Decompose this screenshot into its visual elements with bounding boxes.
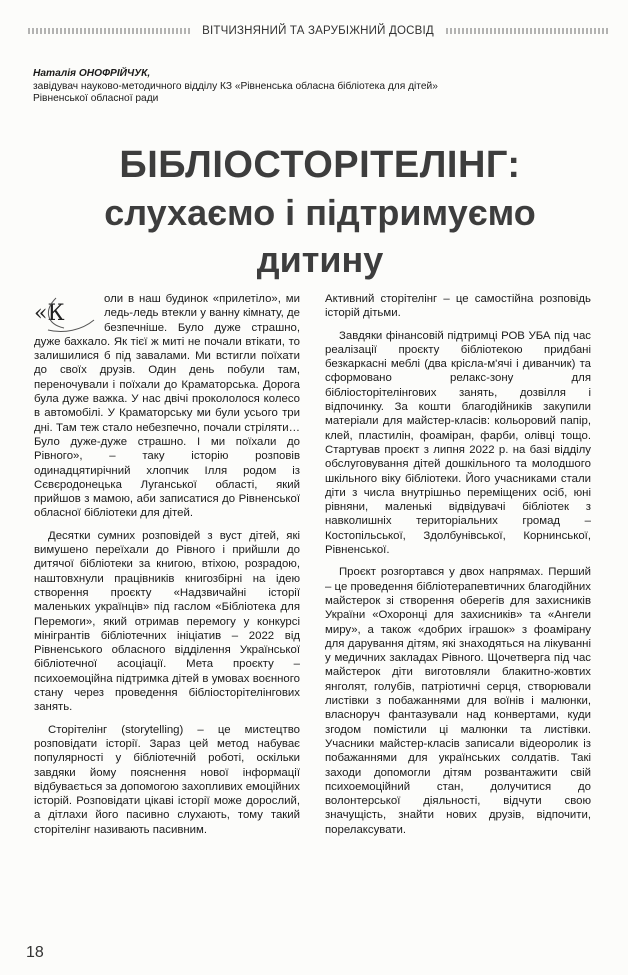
title-line-1: БІБЛІОСТОРІТЕЛІНГ: bbox=[119, 144, 521, 186]
left-paragraph-1 bbox=[34, 292, 300, 521]
section-title: ВІТЧИЗНЯНИЙ ТА ЗАРУБІЖНИЙ ДОСВІД bbox=[202, 25, 434, 37]
dropcap bbox=[34, 290, 104, 334]
title-line-3: дитину bbox=[256, 239, 384, 280]
dropcap-letter: «К bbox=[34, 301, 65, 326]
header-divider-left bbox=[28, 28, 190, 34]
header-divider-right bbox=[446, 28, 608, 34]
author-block bbox=[33, 68, 593, 106]
left-paragraph-3: Сторітелінг (storytelling) – це мистецтво розповідати історії. Зараз цей метод набуває популярності у бібліотечній роботі, оскільки завдяки йому пояснення нової інформації відбувається за допомогою захопливих емоційних історій. Розповідати цікаві історії може дорослий, а дітлахи його пасивно слухають, тому такий сторітелінг називають пасивним. bbox=[34, 723, 300, 836]
left-paragraph-2: Десятки сумних розповідей з вуст дітей, які вимушено переїхали до Рівного і прийшли до дитячої бібліотеки за книгою, втіхою, розрадою, наштовхнули працівників книгозбірні на ідею створення проєкту «Надзвичайні історії маленьких українців» під гаслом «Бібліотека для Перемоги», який отримав перемогу у конкурсі мінігрантів бібліотечних ініціатив – 2022 від Рівненського обласного відділення Української бібліотечної асоціації. Мета проєкту – психоемоційна підтримка дітей в умовах воєнного стану через проведення бібліосторітелінгових занять. bbox=[34, 529, 300, 714]
right-column bbox=[325, 292, 591, 845]
right-paragraph-2: Завдяки фінансовій підтримці РОВ УБА під час реалізації проєкту бібліотекою придбані безкаркасні меблі (два крісла-м'ячі і диванчик) та сформовано релакс-зону для бібліосторітелінгових занять, дозвілля і відпочинку. За кошти благодійників закупили матеріали для майстер-класів: кольоровий папір, клей, пластилін, фоаміран, фарби, олівці тощо. Стартував проєкт з липня 2022 р. на базі відділу обслуговування дітей дошкільного та молодшого шкільного віку бібліотеки. Його учасниками стали діти з числа внутрішньо переміщених осіб, юні рівняни, маленькі відвідувачі бібліотек з навколишніх територіальних громад – Костопільської, Здолбунівської, Корнинської, Рівненської. bbox=[325, 329, 591, 557]
right-paragraph-3: Проєкт розгортався у двох напрямах. Перший – це проведення бібліотерапевтичних благодійних майстерок зі створення оберегів для захисників України «Охоронці для захисників» та «Ангели миру», а також «добрих іграшок» з фоамірану для дарування дітям, які знаходяться на лікуванні у медичних закладах Рівного. Щочетверга під час майстерок діти виготовляли блакитно-жовтих янголят, голубів, патріотичні серця, створювали листівки з побажаннями для воїнів і малюнки, власноруч фантазували над конвертами, куди згодом помістили ці малюнки та листівки. Учасники майстер-класів записали відеоролик із побажаннями для українських солдатів. Такі заходи допомогли дітям розвантажити свій психоемоційний стан, долучитися до волонтерської діяльності, відчути свою значущість, знайти нових друзів, відпочити, порелаксувати. bbox=[325, 566, 591, 836]
author-position-line1: завідувач науково-методичного відділу КЗ «Рівненська обласна бібліотека для дітей» bbox=[33, 80, 438, 92]
author-position-line2: Рівненської обласної ради bbox=[33, 93, 159, 104]
left-column bbox=[34, 292, 300, 845]
left-paragraph-1-text: оли в наш будинок «прилетіло», ми ледь-ледь втекли у ванну кімнату, де безпечніше. Було дуже страшно, дуже бахкало. Як тієї ж миті не почали втікати, то залишилися б під завалами. Ми встигли поїхати до своїх друзів. Один день побули там, переночували і поїхали до Краматорська. Дорога була дуже важка. У нас двічі прокололося колесо в автомобілі. У Краматорську ми були усього три дні. Там теж стало небезпечно, почали стріляти… Було дуже-дуже страшно. І ми поїхали до Рівного», – таку історію розповів одинадцятирічний хлопчик Ілля родом із Сєвєродонецька Луганської області, який прийшов з мамою, аби записатися до Рівненської обласної бібліотеки для дітей. bbox=[34, 293, 300, 520]
title-line-2: слухаємо і підтримуємо bbox=[104, 192, 536, 233]
article-title bbox=[40, 142, 600, 283]
page-number: 18 bbox=[26, 944, 44, 961]
right-paragraph-1: Активний сторітелінг – це самостійна розповідь історій дітьми. bbox=[325, 293, 591, 320]
author-name: Наталія ОНОФРІЙЧУК, bbox=[33, 68, 151, 79]
running-header bbox=[28, 18, 608, 44]
